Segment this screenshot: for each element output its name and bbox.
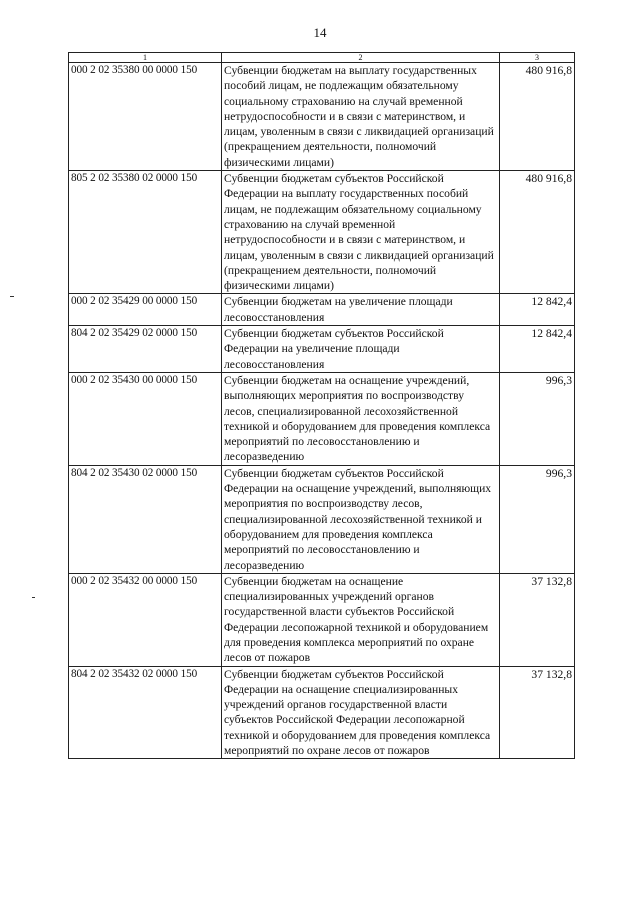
table-row [69, 666, 575, 759]
description-cell: Субвенции бюджетам субъектов Российской Федерации на увеличение площади лесовосстановления [222, 326, 500, 373]
table-row [69, 326, 575, 373]
amount-cell: 37 132,8 [500, 666, 575, 759]
amount-cell: 12 842,4 [500, 326, 575, 373]
description-cell: Субвенции бюджетам субъектов Российской Федерации на выплату государственных пособий лицам, не подлежащим обязательному социальному страхованию на случай временной нетрудоспособности и в связи с материнством, и лицам, уволенным в связи с ликвидацией организаций (прекращением деятельности, полномочий физическими лицами) [222, 171, 500, 294]
amount-cell: 12 842,4 [500, 294, 575, 326]
table-row [69, 573, 575, 666]
amount-cell: 996,3 [500, 372, 575, 465]
table-row [69, 171, 575, 294]
budget-code-cell: 804 2 02 35430 02 0000 150 [69, 465, 222, 573]
amount-cell: 37 132,8 [500, 573, 575, 666]
budget-table [68, 52, 575, 759]
amount-cell: 480 916,8 [500, 171, 575, 294]
description-cell: Субвенции бюджетам на оснащение учреждений, выполняющих мероприятия по воспроизводству лесов, специализированной лесохозяйственной техникой и оборудованием для проведения комплекса мероприятий по лесовосстановлению и лесоразведению [222, 372, 500, 465]
description-cell: Субвенции бюджетам субъектов Российской Федерации на оснащение учреждений, выполняющих мероприятия по воспроизводству лесов, специализированной лесохозяйственной техникой и оборудованием для проведения комплекса мероприятий по лесовосстановлению и лесоразведению [222, 465, 500, 573]
scan-speck [32, 597, 35, 598]
page-number: 14 [313, 25, 327, 40]
description-cell: Субвенции бюджетам на выплату государственных пособий лицам, не подлежащим обязательному социальному страхованию на случай временной нетрудоспособности и в связи с материнством, и лицам, уволенным в связи с ликвидацией организаций (прекращением деятельности, полномочий физическими лицами) [222, 63, 500, 171]
budget-code-cell: 805 2 02 35380 02 0000 150 [69, 171, 222, 294]
budget-code-cell: 000 2 02 35429 00 0000 150 [69, 294, 222, 326]
description-cell: Субвенции бюджетам субъектов Российской Федерации на оснащение специализированных учреждений органов государственной власти субъектов Российской Федерации лесопожарной техникой и оборудованием для проведения комплекса мероприятий по охране лесов от пожаров [222, 666, 500, 759]
column-header-amount: 3 [500, 53, 575, 63]
table-row [69, 63, 575, 171]
description-cell: Субвенции бюджетам на оснащение специализированных учреждений органов государственной власти субъектов Российской Федерации лесопожарной техникой и оборудованием для проведения комплекса мероприятий по охране лесов от пожаров [222, 573, 500, 666]
budget-code-cell: 000 2 02 35380 00 0000 150 [69, 63, 222, 171]
budget-code-cell: 804 2 02 35429 02 0000 150 [69, 326, 222, 373]
column-header-description: 2 [222, 53, 500, 63]
budget-code-cell: 000 2 02 35430 00 0000 150 [69, 372, 222, 465]
table-row [69, 294, 575, 326]
budget-code-cell: 000 2 02 35432 00 0000 150 [69, 573, 222, 666]
column-header-code: 1 [69, 53, 222, 63]
budget-code-cell: 804 2 02 35432 02 0000 150 [69, 666, 222, 759]
description-cell: Субвенции бюджетам на увеличение площади лесовосстановления [222, 294, 500, 326]
table-header-row [69, 53, 575, 63]
table-row [69, 372, 575, 465]
amount-cell: 480 916,8 [500, 63, 575, 171]
table-row [69, 465, 575, 573]
scan-speck [10, 296, 14, 297]
amount-cell: 996,3 [500, 465, 575, 573]
